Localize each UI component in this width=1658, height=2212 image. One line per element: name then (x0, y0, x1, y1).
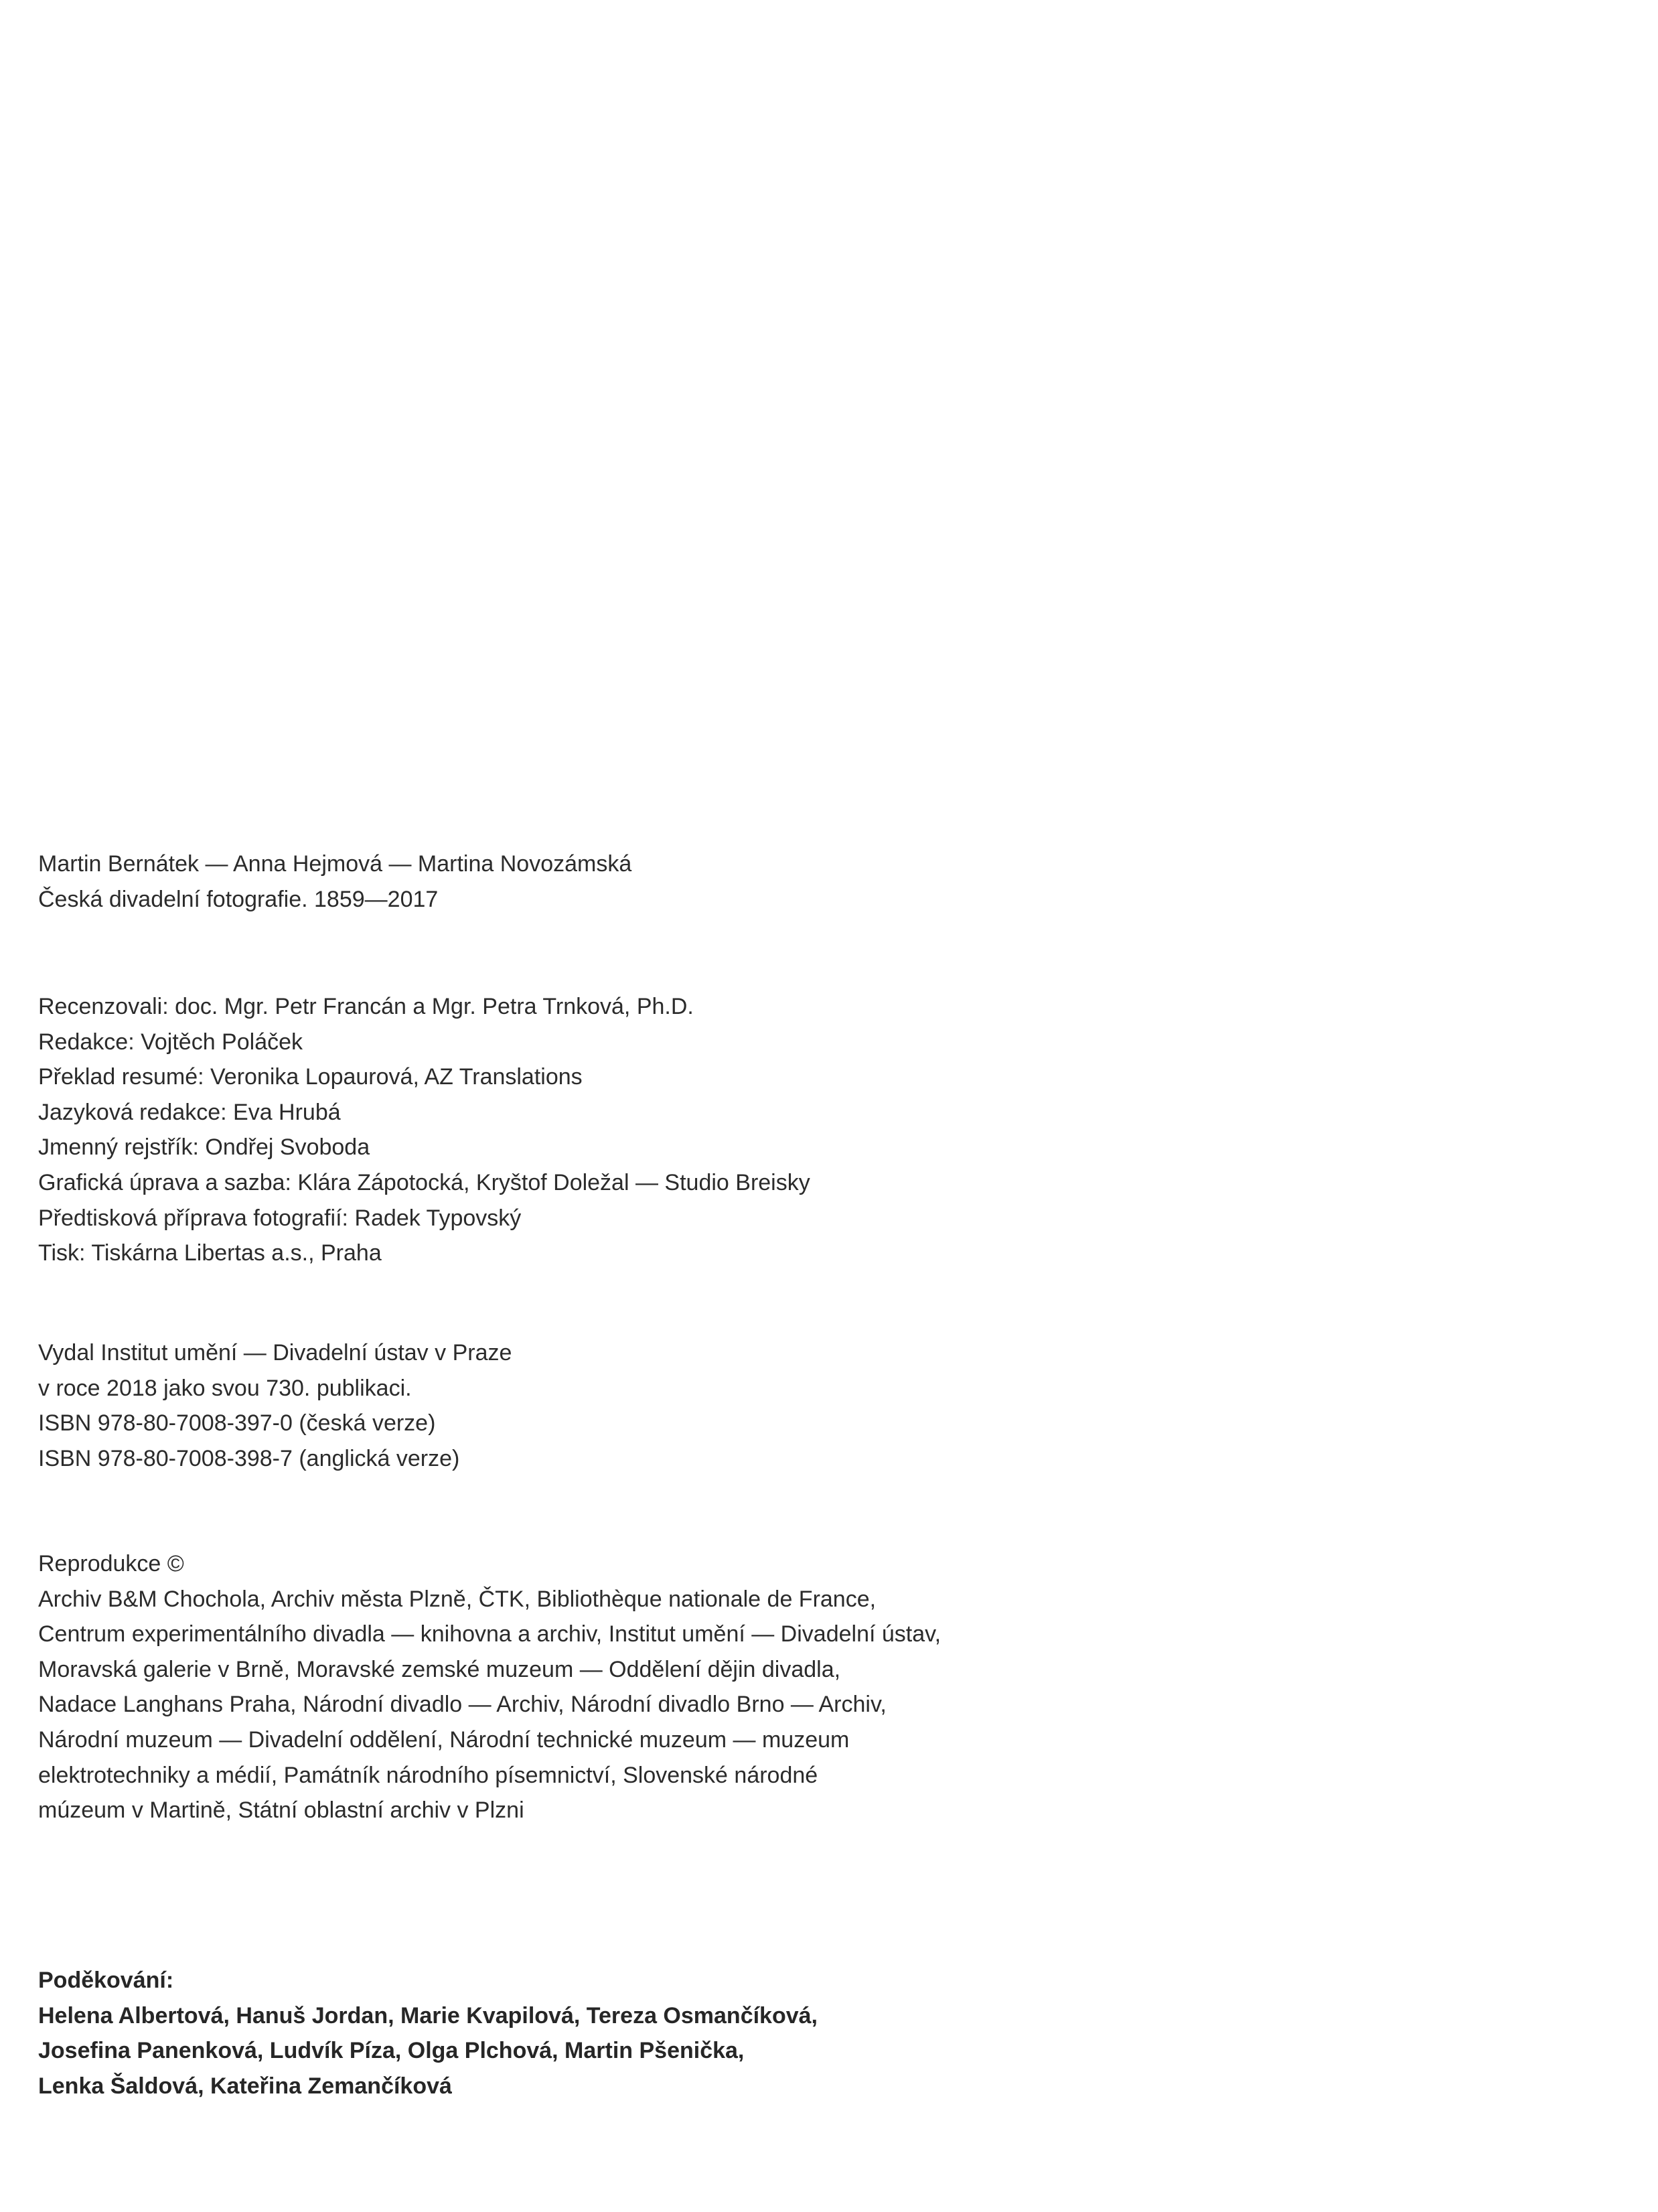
book-title: Česká divadelní fotografie. 1859—2017 (38, 886, 439, 912)
credit-index: Jmenný rejstřík: Ondřej Svoboda (38, 1134, 370, 1161)
thanks-line: Josefina Panenková, Ludvík Píza, Olga Plchová, Martin Pšenička, (38, 2038, 745, 2064)
thanks-heading: Poděkování: (38, 1968, 174, 1993)
thanks-line: Helena Albertová, Hanuš Jordan, Marie Kvapilová, Tereza Osmančíková, (38, 2002, 818, 2029)
publisher-line: Vydal Institut umění — Divadelní ústav v Praze (38, 1340, 512, 1366)
thanks-block (38, 1963, 1177, 2104)
reproductions-line: múzeum v Martině, Státní oblastní archiv v Plzni (38, 1797, 524, 1824)
reproductions-heading: Reprodukce © (38, 1551, 184, 1576)
authors: Martin Bernátek — Anna Hejmová — Martina Novozámská (38, 851, 632, 877)
reproductions-line: Archiv B&M Chochola, Archiv města Plzně, ČTK, Bibliothèque nationale de France, (38, 1586, 877, 1612)
credit-language-editor: Jazyková redakce: Eva Hrubá (38, 1099, 341, 1125)
publisher-year: v roce 2018 jako svou 730. publikaci. (38, 1375, 412, 1401)
isbn-english: ISBN 978-80-7008-398-7 (anglická verze) (38, 1445, 460, 1471)
thanks-line: Lenka Šaldová, Kateřina Zemančíková (38, 2073, 452, 2099)
credit-print: Tisk: Tiskárna Libertas a.s., Praha (38, 1240, 382, 1266)
reproductions-block (38, 1546, 1177, 1828)
credit-translation: Překlad resumé: Veronika Lopaurová, AZ Translations (38, 1064, 583, 1090)
reproductions-line: Centrum experimentálního divadla — knihovna a archiv, Institut umění — Divadelní ústav, (38, 1621, 941, 1647)
title-block (38, 846, 1177, 917)
credit-design: Grafická úprava a sazba: Klára Zápotocká, Kryštof Doležal — Studio Breisky (38, 1169, 810, 1195)
credits-block (38, 989, 1177, 1271)
reproductions-line: elektrotechniky a médií, Památník národního písemnictví, Slovenské národné (38, 1762, 818, 1788)
reproductions-line: Moravská galerie v Brně, Moravské zemské muzeum — Oddělení dějin divadla, (38, 1656, 841, 1682)
credit-prepress: Předtisková příprava fotografií: Radek Typovský (38, 1205, 522, 1231)
credit-reviewers: Recenzovali: doc. Mgr. Petr Francán a Mgr. Petra Trnková, Ph.D. (38, 994, 694, 1019)
publisher-block (38, 1335, 1177, 1476)
credit-editor: Redakce: Vojtěch Poláček (38, 1029, 303, 1055)
isbn-czech: ISBN 978-80-7008-397-0 (česká verze) (38, 1410, 436, 1436)
reproductions-line: Národní muzeum — Divadelní oddělení, Národní technické muzeum — muzeum (38, 1726, 850, 1753)
reproductions-line: Nadace Langhans Praha, Národní divadlo — Archiv, Národní divadlo Brno — Archiv, (38, 1692, 887, 1718)
